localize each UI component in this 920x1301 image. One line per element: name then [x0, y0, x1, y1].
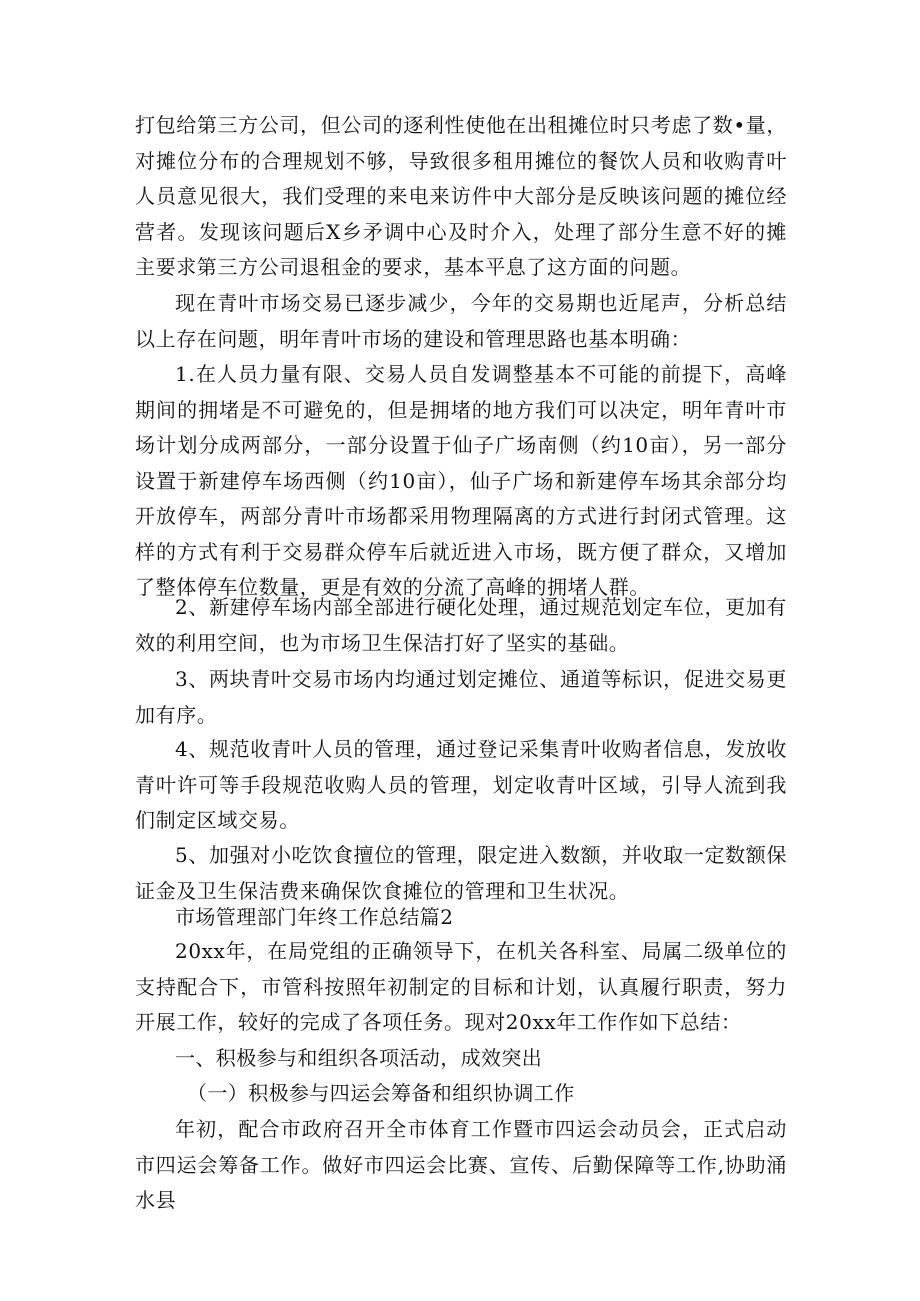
paragraph-item-1: 1.在人员力量有限、交易人员自发调整基本不可能的前提下，高峰期间的拥堵是不可避免的，但是拥堵的地方我们可以决定，明年青叶市场计划分成两部分，一部分设置于仙子广场南侧（约10亩），另一部分设置于新建停车场西侧（约10亩），仙子广场和新建停车场其余部分均开放停车，两部分青叶市场都采用物理隔离的方式进行封闭式管理。这样的方式有利于交易群众停车后就近进入市场，既方便了群众，又增加了整体停车位数量，更是有效的分流了高峰的拥堵人群。 — [135, 362, 787, 599]
subsection-heading-1: （一）积极参与四运会筹备和组织协调工作 — [187, 1081, 575, 1105]
paragraph-item-2: 2、新建停车场内部全部进行硬化处理，通过规范划定车位，更加有效的利用空间，也为市场卫生保洁打好了坚实的基础。 — [135, 595, 787, 655]
section-heading-1: 一、积极参与和组织各项活动，成效突出 — [175, 1046, 543, 1070]
paragraph-games-preparation: 年初，配合市政府召开全市体育工作暨市四运会动员会，正式启动市四运会筹备工作。做好市四运会比赛、宣传、后勤保障等工作,协助涌水县 — [135, 1117, 787, 1212]
paragraph-item-5: 5、加强对小吃饮食擅位的管理，限定进入数额，并收取一定数额保证金及卫生保洁费来确保饮食摊位的管理和卫生状况。 — [135, 843, 787, 903]
paragraph-market-summary: 现在青叶市场交易已逐步减少，今年的交易期也近尾声，分析总结以上存在问题，明年青叶市场的建设和管理思路也基本明确： — [135, 291, 787, 351]
article-title: 市场管理部门年终工作总结篇2 — [175, 905, 454, 929]
paragraph-annual-overview: 20xx年，在局党组的正确领导下，在机关各科室、局属二级单位的支持配合下，市管科按照年初制定的目标和计划，认真履行职责，努力开展工作，较好的完成了各项任务。现对20xx年工作作如下总结： — [135, 939, 787, 1034]
paragraph-item-3: 3、两块青叶交易市场内均通过划定摊位、通道等标识，促进交易更加有序。 — [135, 667, 787, 727]
paragraph-item-4: 4、规范收青叶人员的管理，通过登记采集青叶收购者信息，发放收青叶许可等手段规范收购人员的管理，划定收青叶区域，引导人流到我们制定区域交易。 — [135, 737, 787, 832]
paragraph-stall-contract: 打包给第三方公司，但公司的逐利性使他在出租摊位时只考虑了数•量，对摊位分布的合理规划不够，导致很多租用摊位的餐饮人员和收购青叶人员意见很大，我们受理的来电来访件中大部分是反映该问题的摊位经营者。发现该问题后X乡矛调中心及时介入，处理了部分生意不好的摊主要求第三方公司退租金的要求，基本平息了这方面的问题。 — [135, 113, 787, 279]
